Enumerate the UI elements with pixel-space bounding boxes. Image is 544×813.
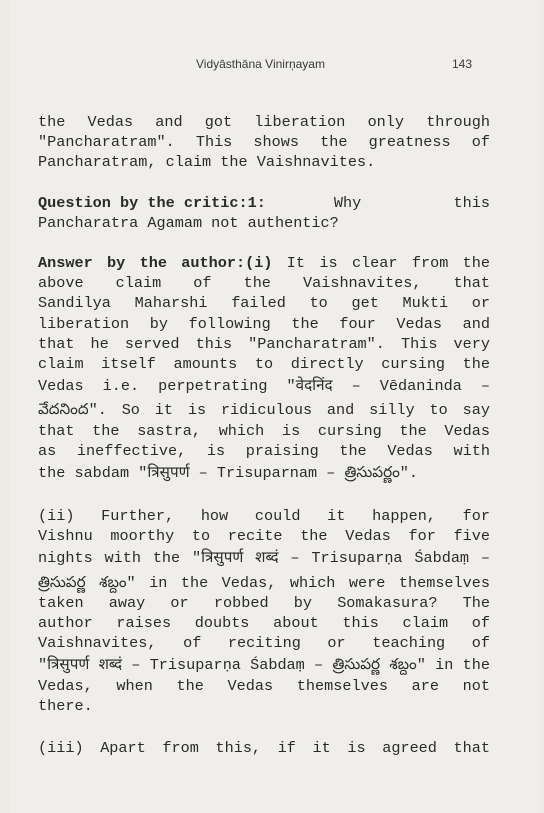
text-line: claim itself amounts to directly cursing the [38,355,490,374]
text-line: వేదనింద". So it is ridiculous and silly to say [38,401,490,420]
answer-line [38,253,490,273]
text-line: that he served this "Pancharatram". This very [38,334,490,353]
text-line: Vedas, when the Vedas themselves are not [38,676,490,695]
text-line: Vedas i.e. perpetrating "वेदनिंद – Vēdaninda – [38,377,490,396]
text-fragment: It is clear from the [286,254,490,272]
text-line: Pancharatra Agamam not authentic? [38,214,339,233]
text-line: author raises doubts about this claim of [38,614,490,633]
text-line: Pancharatram, claim the Vaishnavites. [38,153,376,172]
text-line: there. [38,696,93,715]
question-label: Question by the critic:1: [38,194,266,212]
text-line: Sandilya Maharshi failed to get Mukti or [38,294,490,313]
question-continuation [266,193,490,213]
text-line: "त्रिसुपर्ण शब्दं – Trisuparṇa Śabdaṃ – త్రిసుపర్ణ శబ్దం" in the [38,656,490,675]
running-header [0,57,544,75]
answer-paragraph [38,253,490,483]
text-line: that the sastra, which is cursing the Vedas [38,421,490,440]
text-fragment: Why [333,194,362,212]
text-line: liberation by following the four Vedas and [38,314,490,333]
text-line: (ii) Further, how could it happen, for [38,507,490,525]
running-title: Vidyāsthāna Vinirņayam [196,57,325,71]
page-number: 143 [452,57,473,71]
paragraph-ii [38,506,490,716]
answer-label: Answer by the author:(i) [38,254,273,272]
paragraph-iii [38,738,490,758]
text-line: Vishnu moorthy to recite the Vedas for five [38,527,490,546]
text-line: the Vedas and got liberation only through [38,113,490,131]
text-line: above claim of the Vaishnavites, that [38,274,490,293]
text-line: (iii) Apart from this, if it is agreed that [38,739,490,757]
text-line: nights with the "त्रिसुपर्ण शब्दं – Trisuparṇa Śabdaṃ – [38,549,490,568]
text-line: త్రిసుపర్ణ శబ్దం" in the Vedas, which were themselves [38,573,490,592]
text-fragment: this [453,194,490,212]
text-line: as ineffective, is praising the Vedas with [38,441,490,460]
text-line: the sabdam "त्रिसुपर्ण – Trisuparnam – త్రిసుపర్ణం". [38,464,419,483]
text-line: "Pancharatram". This shows the greatness of [38,133,490,152]
paragraph-1 [38,112,490,173]
text-line: taken away or robbed by Somakasura? The [38,593,490,612]
question-line [38,193,490,213]
question-paragraph [38,193,490,233]
text-line: Vaishnavites, of reciting or teaching of [38,634,490,653]
